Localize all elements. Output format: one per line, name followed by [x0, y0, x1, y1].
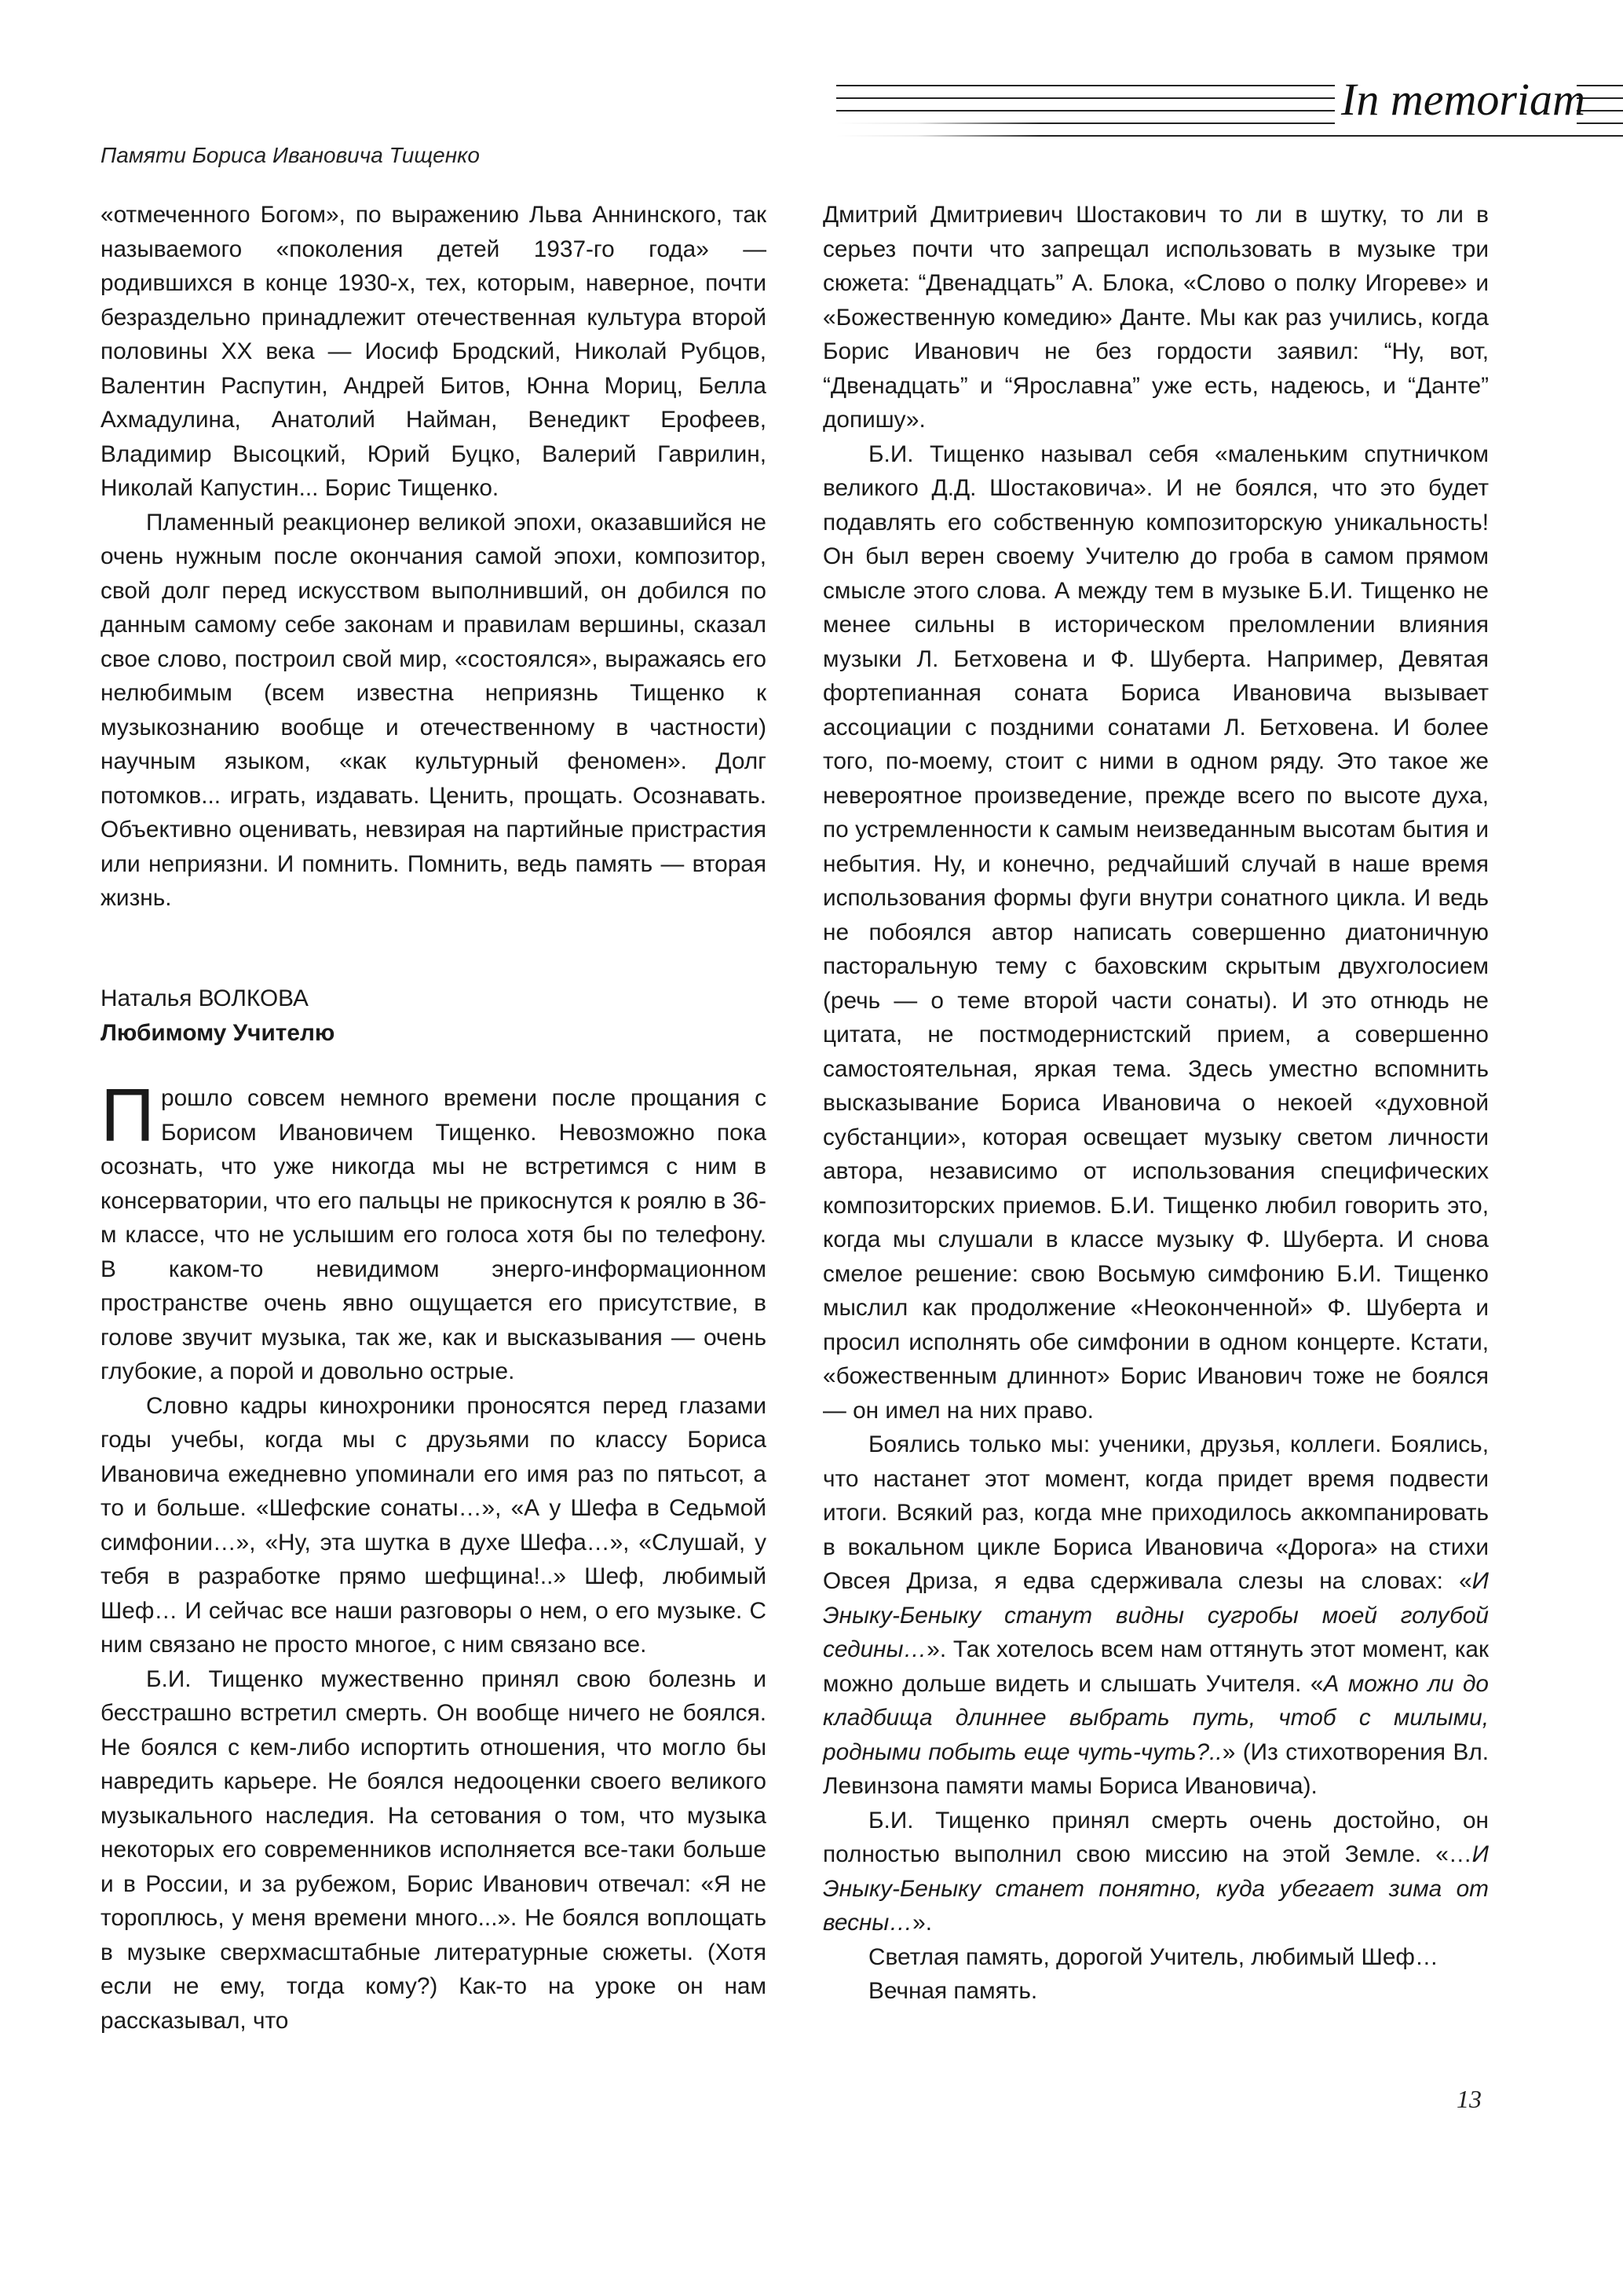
article-left-column — [101, 982, 766, 2038]
page-number: 13 — [1457, 2085, 1482, 2113]
closing-line: Вечная память. — [868, 1978, 1038, 2004]
paragraph: Боялись только мы: ученики, друзья, коллеги. Боялись, что настанет этот момент, когда придет время подвести итоги. Всякий раз, когда мне приходилось аккомпанировать в вокальном цикле Бориса Ивановича «Дорога» на стихи Овсея Дриза, я едва сдерживала слезы на словах: «И Эныку-Беныку станут видны сугробы моей голубой седины…». Так хотелось всем нам оттянуть этот момент, как можно дольше видеть и слышать Учителя. «А можно ли до кладбища длиннее выбрать путь, чтоб с милыми, родными побыть еще чуть-чуть?..» (Из стихотворения Вл. Левинзона памяти мамы Бориса Ивановича). — [823, 1431, 1489, 1799]
section-rubric: In memoriam — [1335, 72, 1577, 127]
paragraph: «отмеченного Богом», по выражению Льва Аннинского, так называемого «поколения детей 1937-го года» — родившихся в конце 1930-х, тех, которым, наверное, почти безраздельно принадлежит отечественная культура второй половины XX века — Иосиф Бродский, Николай Рубцов, Валентин Распутин, Андрей Битов, Юнна Мориц, Белла Ахмадулина, Анатолий Найман, Венедикт Ерофеев, Владимир Высоцкий, Юрий Буцко, Валерий Гаврилин, Николай Капустин... Борис Тищенко. — [101, 202, 766, 501]
left-column-top — [101, 198, 766, 916]
paragraph: Пламенный реакционер великой эпохи, оказавшийся не очень нужным после окончания самой эпохи, композитор, свой долг перед искусством выполнивший, он добился по данным самому себе законам и правилам вершины, сказал свое слово, построил свой мир, «состоялся», выражаясь его нелюбимым (всем известна неприязнь Тищенко к музыкознанию вообще и отечественному в частности) научным языком, «как культурный феномен». Долг потомков... играть, издавать. Ценить, прощать. Осознавать. Объективно оценивать, невзирая на партийные пристрастия или неприязни. И помнить. Помнить, ведь память — вторая жизнь. — [101, 509, 766, 911]
article-title: Любимому Учителю — [101, 1019, 335, 1046]
closing-line: Светлая память, дорогой Учитель, любимый Шеф… — [868, 1943, 1438, 1970]
article-right-column — [823, 198, 1489, 2009]
drop-cap: П — [101, 1073, 155, 1157]
paragraph: Словно кадры кинохроники проносятся перед глазами годы учебы, когда мы с друзьями по классу Бориса Ивановича ежедневно упоминали его имя раз по пятьсот, а то и больше. «Шефские сонаты…», «А у Шефа в Седьмой симфонии…», «Ну, эта шутка в духе Шефа…», «Слушай, у тебя в разработке прямо шефщина!..» Шеф, любимый Шеф… И сейчас все наши разговоры о нем, о его музыке. С ним связано не просто многое, с ним связано все. — [101, 1392, 766, 1658]
paragraph: Б.И. Тищенко мужественно принял свою болезнь и бесстрашно встретил смерть. Он вообще ничего не боялся. Не боялся с кем-либо испортить отношения, что могло бы навредить карьере. Не боялся недооценки своего великого музыкального наследия. На сетования о том, что музыка некоторых его современников исполняется все-таки больше и в России, и за рубежом, Борис Иванович отвечал: «Я не тороплюсь, у меня времени много...». Не боялся воплощать в музыке сверхмасштабные литературные сюжеты. (Хотя если не ему, тогда кому?) Как-то на уроке он нам рассказывал, что — [101, 1665, 766, 2034]
paragraph: Дмитрий Дмитриевич Шостакович то ли в шутку, то ли в серьез почти что запрещал использовать в музыке три сюжета: “Двенадцать” А. Блока, «Слово о полку Игореве» и «Божественную комедию» Данте. Мы как раз учились, когда Борис Иванович не без гордости заявил: “Ну, вот, “Двенадцать” и “Ярославна” уже есть, надеюсь, и “Данте” допишу». — [823, 202, 1489, 433]
quote: И Эныку-Беныку станет понятно, куда убегает зима от весны… — [823, 1841, 1489, 1936]
running-title: Памяти Бориса Ивановича Тищенко — [101, 143, 480, 167]
paragraph: Б.И. Тищенко принял смерть очень достойно, он полностью выполнил свою миссию на этой Земле. «…И Эныку-Беныку станет понятно, куда убегает зима от весны…». — [823, 1807, 1489, 1936]
article-author: Наталья ВОЛКОВА — [101, 985, 309, 1011]
quote: И Эныку-Беныку станут видны сугробы моей голубой седины… — [823, 1568, 1489, 1662]
paragraph: Б.И. Тищенко называл себя «маленьким спутничком великого Д.Д. Шостаковича». И не боялся, что это будет подавлять его собственную композиторскую уникальность! Он был верен своему Учителю до гроба в самом прямом смысле этого слова. А между тем в музыке Б.И. Тищенко не менее сильны в историческом преломлении влияния музыки Л. Бетховена и Ф. Шуберта. Например, Девятая фортепианная соната Бориса Ивановича вызывает ассоциации с поздними сонатами Л. Бетховена. И более того, по-моему, стоит с ними в одном ряду. Это такое же невероятное произведение, прежде всего по высоте духа, по устремленности к самым неизведанным высотам бытия и небытия. Ну, и конечно, редчайший случай в наше время использования формы фуги внутри сонатного цикла. И ведь не побоялся автор написать совершенно диатоничную пасторальную тему с баховским скрытым двухголосием (речь — о теме второй части сонаты). И это отнюдь не цитата, не постмодернистский прием, а совершенно самостоятельная, яркая тема. Здесь уместно вспомнить высказывание Бориса Ивановича о некоей «духовной субстанции», которая освещает музыку светом личности автора, независимо от использования специфических композиторских приемов. Б.И. Тищенко любил говорить это, когда мы слушали в классе музыку Ф. Шуберта. И снова смелое решение: свою Восьмую симфонию Б.И. Тищенко мыслил как продолжение «Неоконченной» Ф. Шуберта и просил исполнять обе симфонии в одном концерте. Кстати, «божественным длиннот» Борис Иванович тоже не боялся — он имел на них право. — [823, 441, 1489, 1424]
lead-paragraph: Прошло совсем немного времени после прощания с Борисом Ивановичем Тищенко. Невозможно пока осознать, что уже никогда мы не встретимся с ним в консерватории, что его пальцы не прикоснутся к роялю в 36-м классе, что не услышим его голоса хотя бы по телефону. В каком-то невидимом энерго-информационном пространстве очень явно ощущается его присутствие, в голове звучит музыка, так же, как и высказывания — очень глубокие, а порой и довольно острые. — [101, 1073, 766, 1384]
quote: А можно ли до кладбища длиннее выбрать путь, чтоб с милыми, родными побыть еще чуть-чуть?.. — [823, 1670, 1489, 1765]
